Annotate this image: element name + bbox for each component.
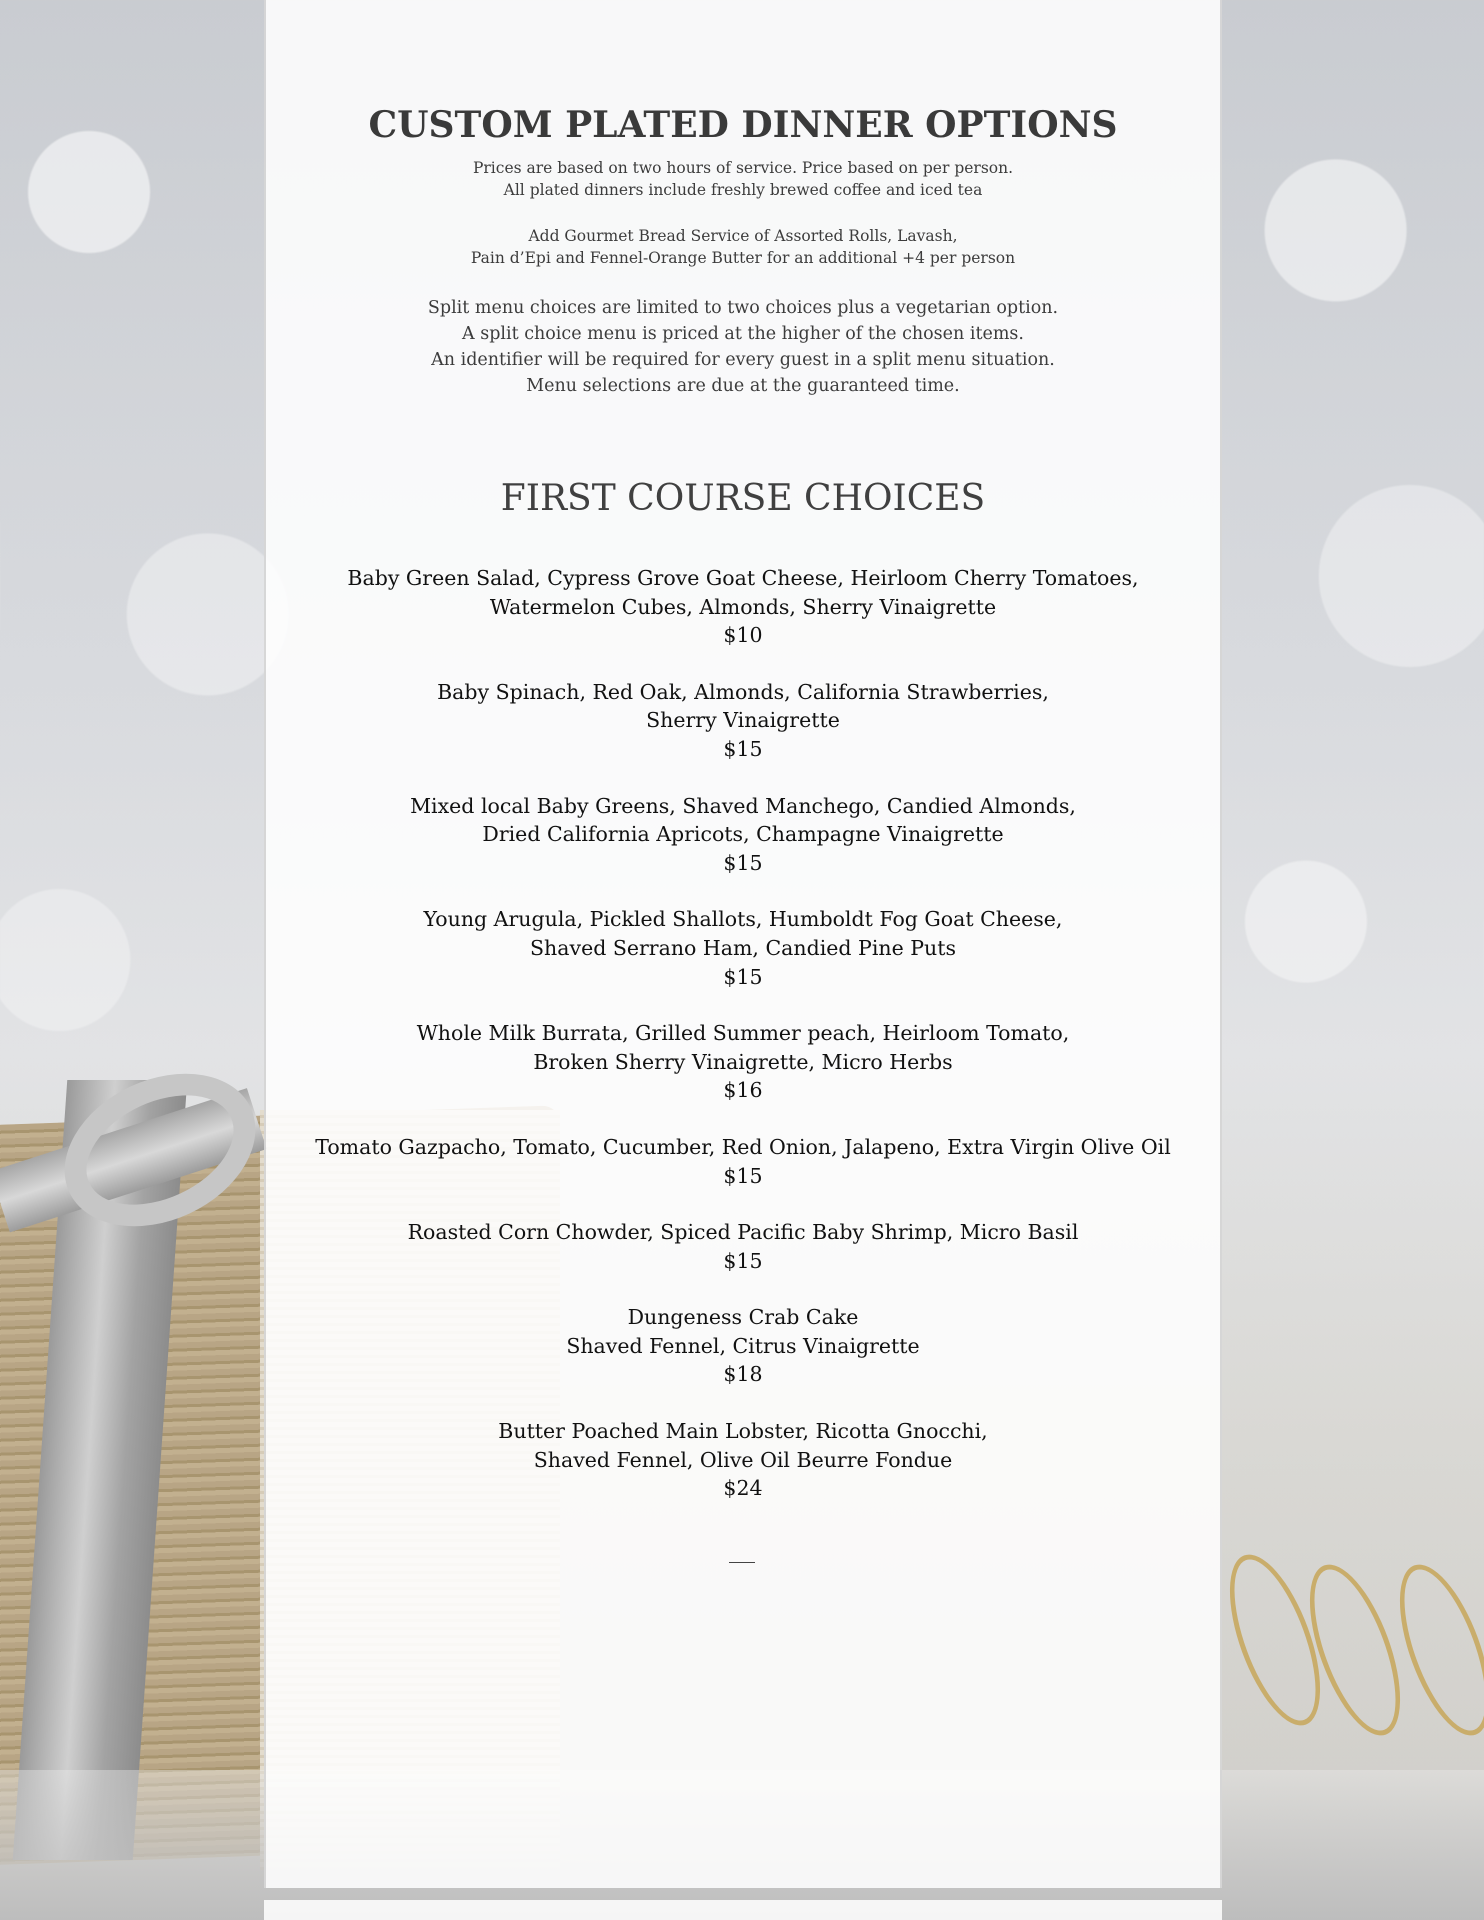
- menu-item-description: Tomato Gazpacho, Tomato, Cucumber, Red Onion, Jalapeno, Extra Virgin Olive Oil: [315, 1134, 1171, 1159]
- menu-item-description: Shaved Fennel, Olive Oil Beurre Fondue: [533, 1447, 953, 1472]
- menu-item-description: Roasted Corn Chowder, Spiced Pacific Baby Shrimp, Micro Basil: [407, 1220, 1079, 1245]
- menu-item: [264, 678, 1222, 764]
- menu-item-description: Butter Poached Main Lobster, Ricotta Gnocchi,: [498, 1419, 988, 1444]
- split-rule-line: An identifier will be required for every guest in a split menu situation.: [431, 350, 1055, 370]
- menu-item-description: Shaved Fennel, Citrus Vinaigrette: [566, 1333, 920, 1358]
- split-rule-line: Menu selections are due at the guaranteed time.: [526, 376, 960, 396]
- bread-service-note: [264, 225, 1222, 269]
- bread-note-line: Pain d’Epi and Fennel-Orange Butter for an additional +4 per person: [470, 249, 1016, 267]
- menu-item: [264, 1218, 1222, 1275]
- next-page-edge: [264, 1900, 1222, 1920]
- menu-item-price: $18: [723, 1362, 763, 1387]
- split-rule-line: A split choice menu is priced at the higher of the chosen items.: [462, 324, 1024, 344]
- menu-item: [264, 1019, 1222, 1105]
- menu-item-price: $15: [723, 736, 763, 761]
- footer-divider: [729, 1562, 755, 1563]
- menu-item-description: Broken Sherry Vinaigrette, Micro Herbs: [533, 1049, 953, 1074]
- split-menu-rules: [264, 295, 1222, 399]
- menu-item-description: Sherry Vinaigrette: [646, 708, 840, 733]
- menu-item-price: $15: [723, 850, 763, 875]
- menu-item: [264, 792, 1222, 878]
- bread-note-line: Add Gourmet Bread Service of Assorted Rolls, Lavash,: [528, 227, 958, 245]
- pricing-note-line: Prices are based on two hours of service. Price based on per person.: [472, 159, 1014, 177]
- menu-item: [264, 564, 1222, 650]
- menu-item: [264, 1417, 1222, 1503]
- menu-item-description: Baby Green Salad, Cypress Grove Goat Cheese, Heirloom Cherry Tomatoes,: [347, 566, 1139, 590]
- menu-item-description: Baby Spinach, Red Oak, Almonds, California Strawberries,: [437, 679, 1049, 704]
- menu-item-description: Whole Milk Burrata, Grilled Summer peach, Heirloom Tomato,: [416, 1021, 1070, 1046]
- split-rule-line: Split menu choices are limited to two choices plus a vegetarian option.: [427, 298, 1059, 318]
- menu-item: [264, 905, 1222, 991]
- menu-item-description: Mixed local Baby Greens, Shaved Manchego, Candied Almonds,: [410, 793, 1076, 818]
- menu-item-description: Dungeness Crab Cake: [627, 1305, 859, 1330]
- menu-item-price: $16: [723, 1078, 763, 1103]
- menu-item-price: $15: [723, 1248, 763, 1273]
- menu-items-list: [264, 564, 1222, 1531]
- menu-item-price: $10: [723, 623, 763, 648]
- menu-item-price: $15: [723, 1163, 763, 1188]
- menu-item: [264, 1303, 1222, 1389]
- menu-item-price: $24: [723, 1476, 763, 1501]
- menu-item-description: Young Arugula, Pickled Shallots, Humboldt Fog Goat Cheese,: [423, 907, 1063, 932]
- pricing-note-line: All plated dinners include freshly brewed coffee and iced tea: [503, 181, 983, 199]
- menu-item-description: Watermelon Cubes, Almonds, Sherry Vinaigrette: [489, 594, 997, 619]
- page-title: CUSTOM PLATED DINNER OPTIONS: [368, 104, 1118, 146]
- section-title: FIRST COURSE CHOICES: [500, 478, 986, 519]
- pricing-notes: [264, 157, 1222, 201]
- menu-item-description: Shaved Serrano Ham, Candied Pine Puts: [530, 935, 956, 960]
- menu-item-price: $15: [723, 964, 763, 989]
- menu-item: [264, 1133, 1222, 1190]
- menu-item-description: Dried California Apricots, Champagne Vinaigrette: [482, 822, 1004, 847]
